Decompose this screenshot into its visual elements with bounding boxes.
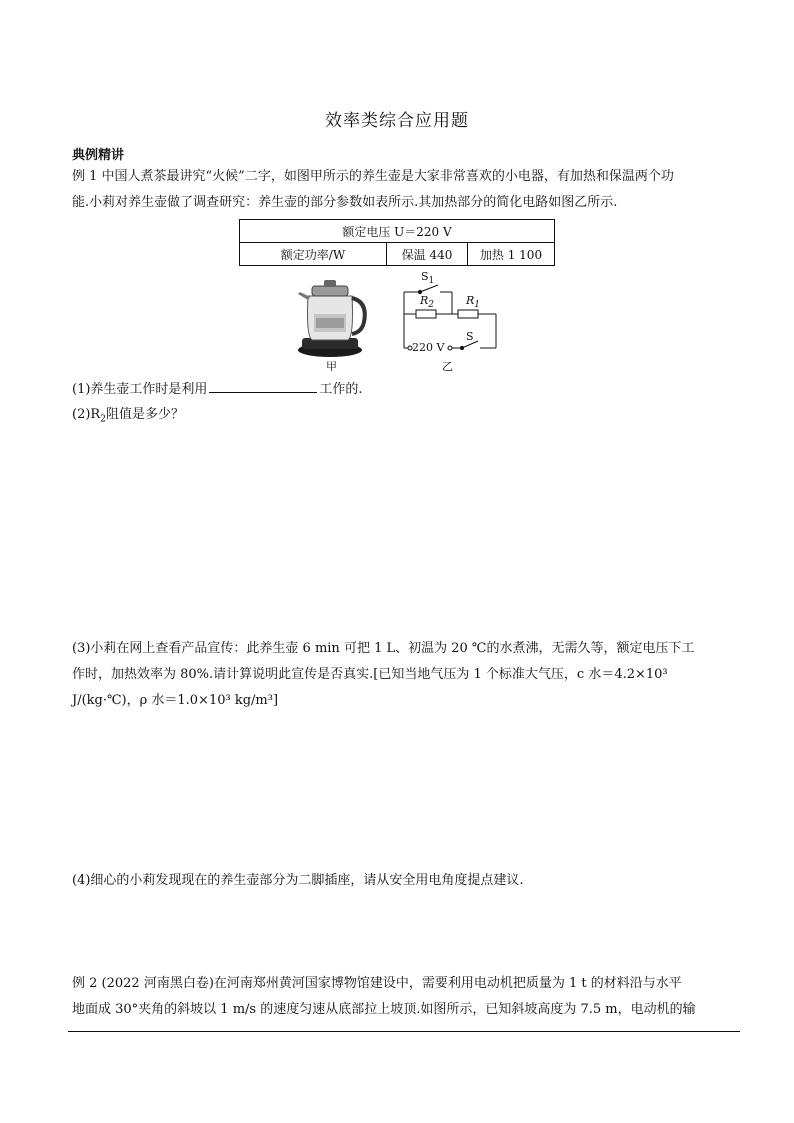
label-r2: $R_2$: [420, 294, 435, 311]
example2-line2: 地面成 30°夹角的斜坡以 1 m/s 的速度匀速从底部拉上坡顶.如图所示，已知斜坡高度为 7.5 m，电动机的输: [72, 1002, 696, 1017]
rated-voltage-cell: 额定电压 U＝220 V: [240, 220, 555, 243]
rated-power-label-cell: 额定功率/W: [240, 243, 387, 266]
label-220v: 220 V: [412, 341, 445, 354]
question-3-line2: 作时，加热效率为 80%.请计算说明此宣传是否真实.[已知当地气压为 1 个标准大气压，c 水＝4.2×10³: [72, 667, 668, 682]
example1-line1: 例 1 中国人煮茶最讲究“火候”二字，如图甲所示的养生壶是大家非常喜欢的小电器，有加热和保温两个功: [72, 169, 674, 184]
label-s: S: [466, 330, 474, 343]
figure-caption-yi: 乙: [442, 360, 453, 373]
parameter-table: [239, 219, 555, 266]
kettle-image: [296, 276, 370, 358]
heating-cell: 加热 1 100: [468, 243, 555, 266]
example2-line1: 例 2 (2022 河南黑白卷)在河南郑州黄河国家博物馆建设中，需要利用电动机把质量为 1 t 的材料沿与水平: [72, 976, 682, 991]
question-3-line3: J/(kg·℃)，ρ 水＝1.0×10³ kg/m³]: [72, 693, 279, 708]
label-s1: $S_1$: [421, 270, 435, 287]
example1-line2: 能.小莉对养生壶做了调查研究：养生壶的部分参数如表所示.其加热部分的简化电路如图乙所示.: [72, 195, 618, 210]
question-4: (4)细心的小莉发现现在的养生壶部分为二脚插座，请从安全用电角度提点建议.: [72, 873, 524, 888]
question-1: [72, 380, 363, 399]
page-title: 效率类综合应用题: [325, 111, 469, 131]
q1-answer-blank[interactable]: [209, 380, 317, 393]
section-heading: 典例精讲: [72, 148, 125, 163]
resistor-r2: [416, 310, 436, 318]
question-2: $(2)R_2$阻值是多少？: [72, 407, 184, 425]
question-3-line1: (3)小莉在网上查看产品宣传：此养生壶 6 min 可把 1 L、初温为 20 ℃的水煮沸，无需久等，额定电压下工: [72, 641, 695, 656]
resistor-r1: [458, 310, 478, 318]
figure-caption-jia: 甲: [326, 360, 337, 373]
label-r1: $R_1$: [466, 294, 481, 311]
q1-prefix: (1)养生壶工作时是利用: [72, 382, 208, 397]
footer-divider: [68, 1031, 740, 1032]
q1-suffix: 工作的.: [319, 382, 363, 397]
keep-warm-cell: 保温 440: [387, 243, 468, 266]
